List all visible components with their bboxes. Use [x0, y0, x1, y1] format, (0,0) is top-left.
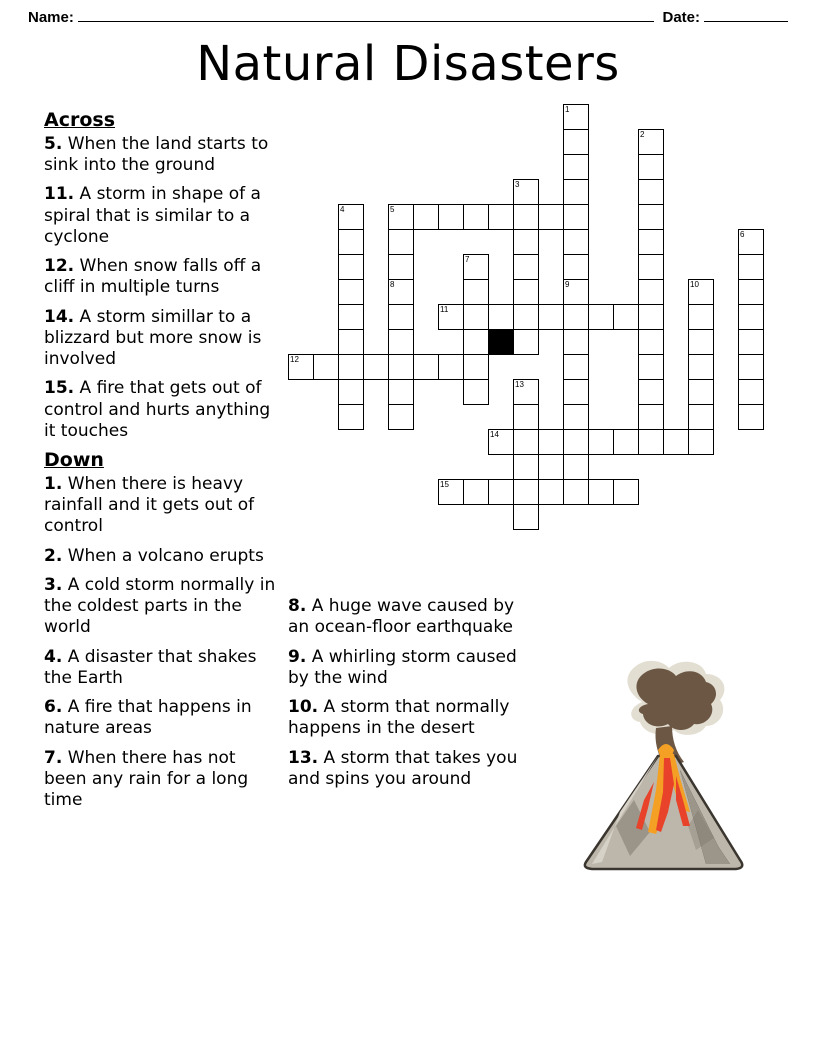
grid-cell[interactable]	[513, 404, 539, 430]
grid-cell[interactable]	[338, 279, 364, 305]
grid-cell[interactable]	[388, 304, 414, 330]
grid-cell[interactable]	[638, 204, 664, 230]
clue-number: 13.	[288, 747, 319, 768]
grid-cell[interactable]	[638, 304, 664, 330]
grid-cell[interactable]	[463, 254, 489, 280]
grid-cell-number: 8	[390, 280, 395, 289]
grid-cell[interactable]	[588, 429, 614, 455]
clue-across-15	[44, 378, 282, 442]
grid-cell[interactable]	[563, 454, 589, 480]
grid-cell-number: 15	[440, 480, 449, 489]
clue-number: 12.	[44, 256, 75, 277]
grid-cell[interactable]	[513, 379, 539, 405]
clue-number: 7.	[44, 747, 63, 768]
grid-cell[interactable]	[738, 254, 764, 280]
clue-down-2	[44, 546, 282, 567]
clue-text: A disaster that shakes the Earth	[44, 646, 257, 688]
grid-cell[interactable]	[438, 479, 464, 505]
clue-down-6	[44, 697, 282, 740]
grid-cell[interactable]	[463, 329, 489, 355]
clue-text: A storm that normally happens in the desert	[288, 697, 510, 739]
clue-text: A storm that takes you and spins you around	[288, 747, 518, 789]
grid-cell[interactable]	[463, 379, 489, 405]
grid-cell[interactable]	[688, 379, 714, 405]
grid-cell[interactable]	[688, 354, 714, 380]
grid-cell[interactable]	[588, 479, 614, 505]
grid-cell[interactable]	[388, 279, 414, 305]
clue-down-4	[44, 647, 282, 690]
header-row	[28, 6, 788, 26]
grid-cell[interactable]	[688, 279, 714, 305]
clue-number: 15.	[44, 378, 75, 399]
clue-number: 1.	[44, 473, 63, 494]
grid-cell[interactable]	[388, 204, 414, 230]
clue-down-8	[288, 596, 528, 639]
grid-cell[interactable]	[438, 304, 464, 330]
grid-cell[interactable]	[538, 479, 564, 505]
clue-number: 14.	[44, 306, 75, 327]
grid-cell[interactable]	[688, 304, 714, 330]
grid-cell[interactable]	[438, 354, 464, 380]
grid-cell[interactable]	[338, 304, 364, 330]
grid-cell[interactable]	[513, 229, 539, 255]
clue-across-14	[44, 307, 282, 371]
clue-text: A whirling storm caused by the wind	[288, 646, 517, 688]
grid-cell[interactable]	[538, 429, 564, 455]
grid-cell[interactable]	[513, 479, 539, 505]
down-heading: Down	[44, 449, 104, 472]
grid-cell[interactable]	[563, 204, 589, 230]
clue-number: 3.	[44, 574, 63, 595]
clue-across-5	[44, 134, 282, 177]
grid-cell-number: 4	[340, 205, 345, 214]
clue-text: When the land starts to sink into the ground	[44, 133, 269, 176]
grid-cell-number: 11	[440, 305, 449, 314]
grid-cell[interactable]	[388, 329, 414, 355]
grid-cell-blocked	[488, 329, 514, 355]
clue-number: 6.	[44, 697, 63, 718]
clue-down-9	[288, 647, 528, 690]
grid-cell-number: 10	[690, 280, 699, 289]
clue-down-13	[288, 748, 528, 791]
grid-cell[interactable]	[513, 179, 539, 205]
grid-cell[interactable]	[563, 279, 589, 305]
clue-text: A storm in shape of a spiral that is similar to a cyclone	[44, 184, 261, 247]
clues-column-left	[44, 110, 282, 819]
grid-cell-number: 14	[490, 430, 499, 439]
grid-cell[interactable]	[363, 354, 389, 380]
grid-cell[interactable]	[738, 279, 764, 305]
grid-cell[interactable]	[338, 329, 364, 355]
name-label: Name:	[28, 9, 74, 26]
grid-cell[interactable]	[388, 354, 414, 380]
grid-cell[interactable]	[388, 254, 414, 280]
grid-cell[interactable]	[563, 179, 589, 205]
grid-cell[interactable]	[288, 354, 314, 380]
grid-cell[interactable]	[738, 379, 764, 405]
clue-text: A storm simillar to a blizzard but more snow is involved	[44, 306, 262, 370]
grid-cell[interactable]	[638, 404, 664, 430]
grid-cell[interactable]	[538, 204, 564, 230]
grid-cell[interactable]	[613, 429, 639, 455]
grid-cell[interactable]	[563, 354, 589, 380]
grid-cell[interactable]	[563, 229, 589, 255]
grid-cell[interactable]	[563, 379, 589, 405]
grid-cell[interactable]	[513, 429, 539, 455]
clue-number: 10.	[288, 697, 319, 717]
grid-cell[interactable]	[463, 479, 489, 505]
grid-cell[interactable]	[638, 329, 664, 355]
grid-cell[interactable]	[738, 329, 764, 355]
clue-text: When there is heavy rainfall and it gets out of control	[44, 473, 255, 537]
clue-down-1	[44, 474, 282, 538]
grid-cell[interactable]	[388, 404, 414, 430]
grid-cell[interactable]	[738, 354, 764, 380]
grid-cell[interactable]	[388, 229, 414, 255]
grid-cell[interactable]	[338, 254, 364, 280]
grid-cell[interactable]	[638, 379, 664, 405]
grid-cell[interactable]	[738, 229, 764, 255]
grid-cell[interactable]	[738, 404, 764, 430]
volcano-illustration	[530, 650, 780, 900]
grid-cell[interactable]	[563, 304, 589, 330]
grid-cell[interactable]	[388, 379, 414, 405]
across-heading: Across	[44, 109, 116, 131]
grid-cell[interactable]	[488, 204, 514, 230]
grid-cell[interactable]	[413, 204, 439, 230]
grid-cell-number: 5	[390, 205, 395, 214]
grid-cell[interactable]	[513, 504, 539, 530]
clue-down-7	[44, 748, 282, 812]
clue-number: 8.	[288, 596, 307, 616]
grid-cell[interactable]	[638, 229, 664, 255]
clue-number: 11.	[44, 184, 75, 205]
grid-cell[interactable]	[338, 354, 364, 380]
grid-cell-number: 3	[515, 180, 520, 189]
grid-cell[interactable]	[338, 204, 364, 230]
grid-cell-number: 12	[290, 355, 299, 364]
grid-cell[interactable]	[538, 304, 564, 330]
clue-text: When a volcano erupts	[67, 545, 264, 566]
grid-cell[interactable]	[513, 279, 539, 305]
clue-number: 4.	[44, 646, 63, 667]
grid-cell-number: 6	[740, 230, 745, 239]
grid-cell[interactable]	[638, 254, 664, 280]
grid-cell[interactable]	[338, 229, 364, 255]
clue-text: A fire that gets out of control and hurts anything it touches	[44, 378, 271, 441]
grid-cell[interactable]	[513, 254, 539, 280]
grid-cell[interactable]	[488, 479, 514, 505]
grid-cell[interactable]	[563, 154, 589, 180]
date-label: Date:	[662, 9, 700, 26]
grid-cell[interactable]	[613, 304, 639, 330]
date-write-line	[704, 6, 788, 22]
grid-cell[interactable]	[513, 329, 539, 355]
smoke-plume	[627, 661, 724, 768]
grid-cell[interactable]	[563, 254, 589, 280]
grid-cell[interactable]	[563, 329, 589, 355]
clue-text: A huge wave caused by an ocean-floor earthquake	[288, 596, 515, 638]
grid-cell-number: 13	[515, 380, 524, 389]
grid-cell[interactable]	[513, 204, 539, 230]
grid-cell-number: 1	[565, 105, 570, 114]
clue-text: A cold storm normally in the coldest parts in the world	[44, 574, 276, 638]
clue-text: A fire that happens in nature areas	[44, 697, 252, 739]
grid-cell[interactable]	[563, 429, 589, 455]
clue-text: When snow falls off a cliff in multiple turns	[44, 256, 262, 298]
grid-cell[interactable]	[563, 404, 589, 430]
clue-down-10	[288, 697, 528, 740]
grid-cell[interactable]	[663, 429, 689, 455]
page-title: Natural Disasters	[196, 36, 620, 92]
grid-cell[interactable]	[638, 129, 664, 155]
grid-cell[interactable]	[513, 454, 539, 480]
grid-cell[interactable]	[463, 204, 489, 230]
clue-number: 9.	[288, 646, 307, 667]
grid-cell[interactable]	[488, 304, 514, 330]
grid-cell[interactable]	[588, 304, 614, 330]
grid-cell[interactable]	[313, 354, 339, 380]
grid-cell[interactable]	[638, 279, 664, 305]
grid-cell[interactable]	[463, 279, 489, 305]
clue-across-12	[44, 256, 282, 299]
grid-cell[interactable]	[338, 404, 364, 430]
grid-cell-number: 9	[565, 280, 570, 289]
grid-cell[interactable]	[688, 429, 714, 455]
grid-cell[interactable]	[463, 354, 489, 380]
clue-number: 2.	[44, 545, 63, 566]
clue-across-11	[44, 184, 282, 248]
clue-down-3	[44, 575, 282, 639]
grid-cell[interactable]	[338, 379, 364, 405]
grid-cell[interactable]	[563, 479, 589, 505]
grid-cell-number: 7	[465, 255, 470, 264]
grid-cell[interactable]	[563, 129, 589, 155]
grid-cell[interactable]	[688, 404, 714, 430]
grid-cell[interactable]	[438, 204, 464, 230]
clue-text: When there has not been any rain for a long time	[44, 747, 249, 811]
grid-cell-number: 2	[640, 130, 645, 139]
grid-cell[interactable]	[738, 304, 764, 330]
grid-cell[interactable]	[638, 154, 664, 180]
grid-cell[interactable]	[638, 429, 664, 455]
grid-cell[interactable]	[488, 429, 514, 455]
clues-column-right	[288, 596, 528, 798]
grid-cell[interactable]	[513, 304, 539, 330]
name-write-line	[78, 6, 655, 22]
grid-cell[interactable]	[638, 354, 664, 380]
grid-cell[interactable]	[638, 179, 664, 205]
grid-cell[interactable]	[613, 479, 639, 505]
grid-cell[interactable]	[688, 329, 714, 355]
grid-cell[interactable]	[413, 354, 439, 380]
grid-cell[interactable]	[563, 104, 589, 130]
grid-cell[interactable]	[463, 304, 489, 330]
clue-number: 5.	[44, 133, 63, 154]
